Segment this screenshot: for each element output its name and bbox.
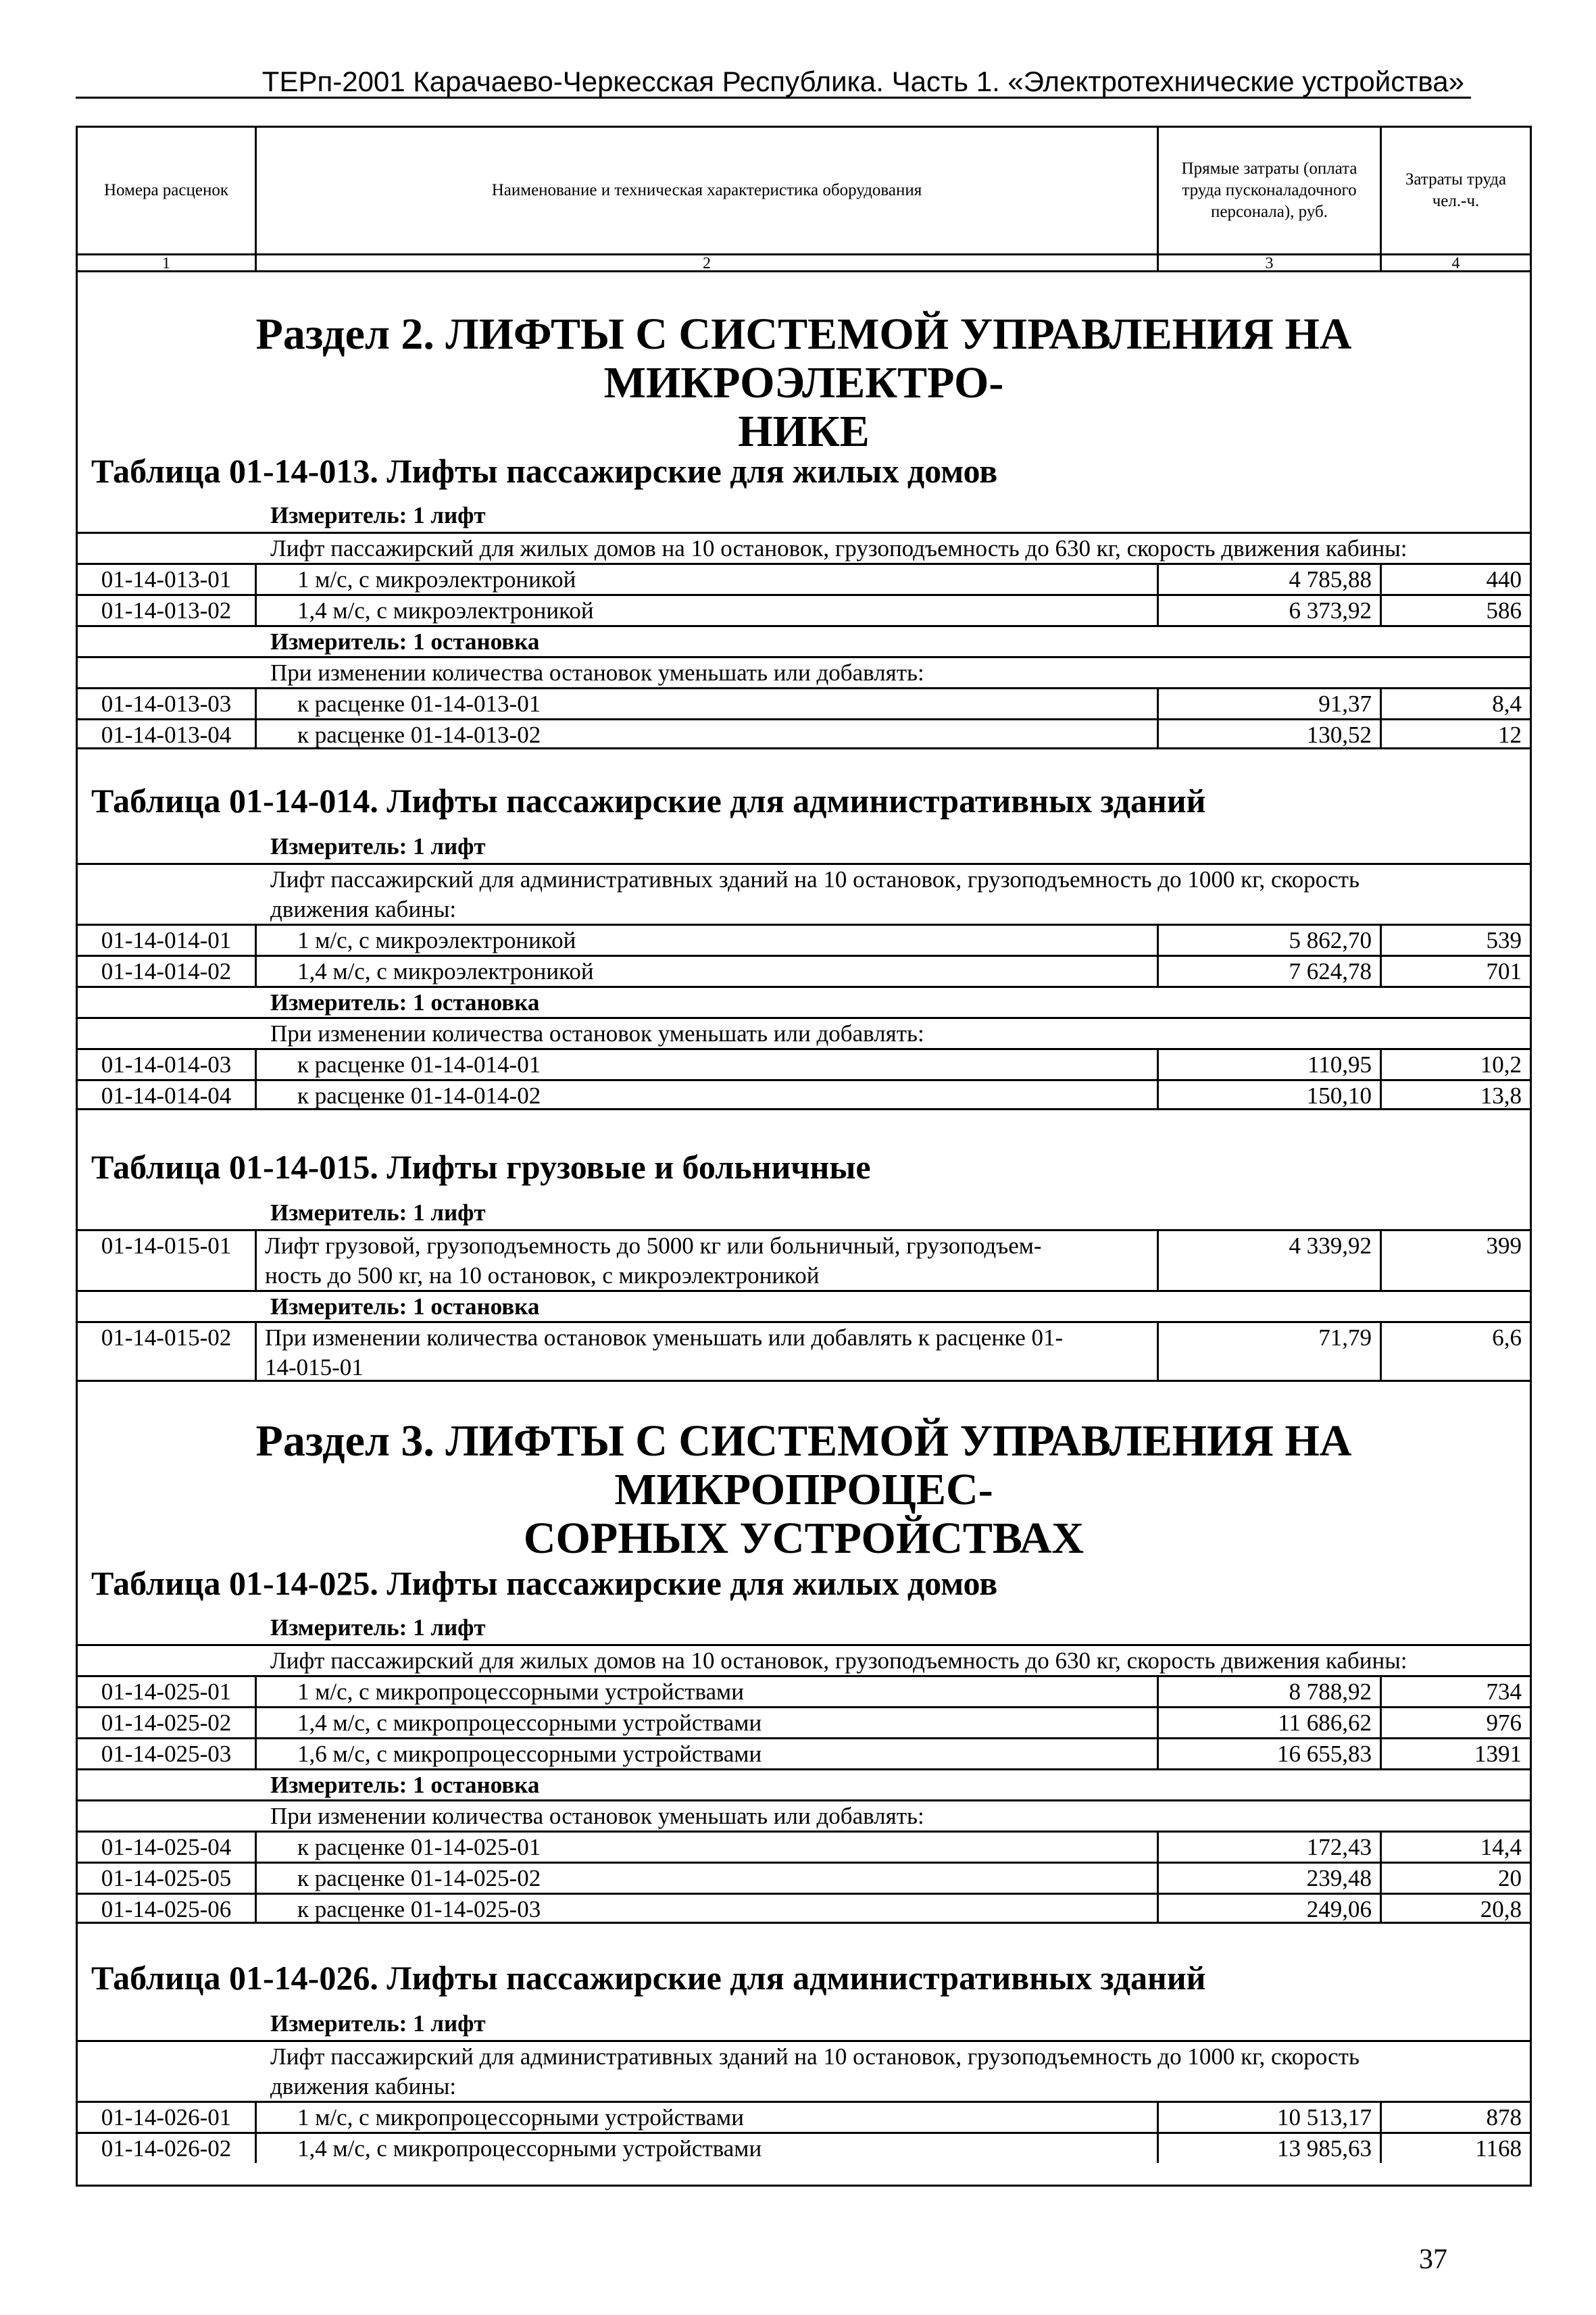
description-text: Лифт пассажирский для жилых домов на 10 остановок, грузоподъемность до 630 кг, скорость движения кабины: — [270, 535, 1407, 562]
rate-cost: 7 624,78 — [1159, 957, 1382, 986]
rate-cost: 4 785,88 — [1159, 565, 1382, 594]
table-025-title: Таблица 01-14-025. Лифты пассажирские для жилых домов — [91, 1564, 998, 1602]
description-text: Лифт пассажирский для жилых домов на 10 остановок, грузоподъемность до 630 кг, скорость движения кабины: — [270, 1647, 1407, 1674]
rate-code: 01-14-025-06 — [78, 1895, 257, 1922]
rate-name — [257, 1231, 1159, 1290]
table-row — [78, 1229, 1530, 1290]
rate-cost: 91,37 — [1159, 689, 1382, 718]
rate-cost: 4 339,92 — [1159, 1231, 1382, 1290]
rate-cost: 16 655,83 — [1159, 1739, 1382, 1768]
price-table — [76, 126, 1532, 2187]
rate-labor: 976 — [1486, 1710, 1522, 1736]
rate-labor: 399 — [1486, 1233, 1522, 1259]
table-row — [78, 924, 1530, 955]
column-header-codes: Номера расценок — [78, 128, 257, 253]
rate-name: 1,4 м/с, с микроэлектроникой — [257, 957, 1159, 986]
rate-labor: 14,4 — [1480, 1834, 1522, 1860]
description-text — [257, 865, 1530, 924]
rate-name: к расценке 01-14-014-02 — [257, 1081, 1159, 1108]
measure-label: Измеритель: 1 лифт — [270, 833, 486, 860]
table-014-title: Таблица 01-14-014. Лифты пассажирские для административных зданий — [91, 782, 1206, 820]
rate-code: 01-14-014-02 — [78, 957, 257, 986]
page-number: 37 — [1419, 2244, 1447, 2275]
table-row — [78, 718, 1530, 749]
measure-row — [78, 1198, 1530, 1229]
section-title-line: СОРНЫХ УСТРОЙСТВАХ — [523, 1514, 1084, 1563]
rate-name-line: При изменении количества остановок уменьшать или добавлять к расценке 01- — [265, 1324, 1064, 1351]
table-row — [78, 1048, 1530, 1079]
column-header-cost: Прямые затраты (оплата труда пусконаладочного персонала), руб. — [1159, 128, 1382, 253]
column-number: 2 — [257, 255, 1159, 270]
measure-label: Измеритель: 1 остановка — [270, 1293, 540, 1320]
rate-cost: 249,06 — [1159, 1895, 1382, 1922]
note-text: При изменении количества остановок уменьшать или добавлять: — [270, 1020, 924, 1047]
measure-row — [78, 625, 1530, 656]
table-row — [78, 563, 1530, 594]
table-row — [78, 1862, 1530, 1893]
measure-row — [78, 1290, 1530, 1321]
rate-cost: 5 862,70 — [1159, 926, 1382, 955]
description-text — [257, 2042, 1530, 2101]
rate-code: 01-14-013-01 — [78, 565, 257, 594]
rate-name: к расценке 01-14-013-01 — [257, 689, 1159, 718]
rate-labor: 6,6 — [1492, 1324, 1522, 1351]
note-text: При изменении количества остановок уменьшать или добавлять: — [270, 1803, 924, 1829]
table-026-title: Таблица 01-14-026. Лифты пассажирские для административных зданий — [91, 1959, 1206, 1997]
measure-row — [78, 832, 1530, 863]
rate-code: 01-14-013-02 — [78, 596, 257, 625]
column-number: 4 — [1451, 255, 1460, 272]
rate-labor: 8,4 — [1492, 691, 1522, 717]
rate-labor: 586 — [1486, 597, 1522, 624]
rate-labor: 20 — [1498, 1865, 1522, 1891]
table-row — [78, 1706, 1530, 1737]
rate-name: 1 м/с, с микропроцессорными устройствами — [257, 2103, 1159, 2132]
note-row — [78, 1017, 1530, 1048]
note-row — [78, 656, 1530, 687]
rate-code: 01-14-013-04 — [78, 720, 257, 747]
measure-label: Измеритель: 1 лифт — [270, 2010, 486, 2037]
rate-name: к расценке 01-14-025-03 — [257, 1895, 1159, 1922]
column-number: 3 — [1159, 255, 1382, 270]
table-row — [78, 1831, 1530, 1862]
measure-row — [78, 1768, 1530, 1799]
column-headers — [78, 128, 1530, 253]
table-row — [78, 1737, 1530, 1768]
rate-code: 01-14-025-03 — [78, 1739, 257, 1768]
rate-labor: 10,2 — [1480, 1051, 1522, 1078]
rate-labor: 734 — [1486, 1678, 1522, 1705]
description-row — [78, 2040, 1530, 2101]
rate-cost: 110,95 — [1159, 1050, 1382, 1079]
rate-name: 1 м/с, с микроэлектроникой — [257, 926, 1159, 955]
rate-name: к расценке 01-14-025-02 — [257, 1864, 1159, 1893]
rate-cost: 172,43 — [1159, 1833, 1382, 1862]
rate-name-line: Лифт грузовой, грузоподъемность до 5000 кг или больничный, грузоподъем- — [265, 1233, 1042, 1259]
measure-row — [78, 1613, 1530, 1644]
table-row — [78, 1893, 1530, 1924]
rate-labor: 539 — [1486, 927, 1522, 953]
table-row — [78, 955, 1530, 986]
rate-name — [257, 1323, 1159, 1380]
rate-labor: 20,8 — [1480, 1896, 1522, 1922]
rate-code: 01-14-026-02 — [78, 2134, 257, 2163]
table-row — [78, 1321, 1530, 1382]
table-row — [78, 2101, 1530, 2132]
description-row — [78, 863, 1530, 924]
rate-name: 1 м/с, с микропроцессорными устройствами — [257, 1677, 1159, 1706]
rate-code: 01-14-014-04 — [78, 1081, 257, 1108]
description-line: движения кабины: — [270, 2073, 457, 2099]
rate-labor: 878 — [1486, 2104, 1522, 2131]
rate-name: к расценке 01-14-013-02 — [257, 720, 1159, 747]
table-015-title: Таблица 01-14-015. Лифты грузовые и больничные — [91, 1148, 871, 1186]
description-row — [78, 1644, 1530, 1675]
rate-name-line: 14-015-01 — [265, 1354, 364, 1380]
table-row — [78, 1079, 1530, 1110]
table-row — [78, 687, 1530, 718]
rate-cost: 13 985,63 — [1159, 2134, 1382, 2163]
rate-cost: 71,79 — [1159, 1323, 1382, 1380]
rate-labor: 1168 — [1475, 2135, 1522, 2162]
rate-code: 01-14-015-02 — [78, 1323, 257, 1380]
rate-labor: 13,8 — [1480, 1082, 1522, 1109]
description-line: Лифт пассажирский для административных зданий на 10 остановок, грузоподъемность до 1000 кг, скорость — [270, 866, 1360, 893]
description-row — [78, 532, 1530, 563]
section-2-title — [78, 310, 1530, 456]
section-3-title — [78, 1417, 1530, 1563]
column-header-name: Наименование и техническая характеристика оборудования — [257, 128, 1159, 253]
measure-label: Измеритель: 1 лифт — [270, 502, 486, 528]
column-header-labor: Затраты труда чел.-ч. — [1405, 170, 1507, 210]
rate-labor: 440 — [1486, 566, 1522, 593]
rate-labor: 12 — [1498, 722, 1522, 748]
rate-name-line: ность до 500 кг, на 10 остановок, с микроэлектроникой — [265, 1262, 820, 1289]
table-row — [78, 594, 1530, 625]
measure-label: Измеритель: 1 остановка — [270, 989, 540, 1016]
rate-name: 1,4 м/с, с микропроцессорными устройствами — [257, 1708, 1159, 1737]
rate-code: 01-14-025-04 — [78, 1833, 257, 1862]
rate-code: 01-14-014-01 — [78, 926, 257, 955]
rate-code: 01-14-025-05 — [78, 1864, 257, 1893]
rate-cost: 10 513,17 — [1159, 2103, 1382, 2132]
rate-cost: 239,48 — [1159, 1864, 1382, 1893]
measure-row — [78, 2009, 1530, 2040]
measure-label: Измеритель: 1 остановка — [270, 628, 540, 655]
running-header: ТЕРп-2001 Карачаево-Черкесская Республика. Часть 1. «Электротехнические устройства» — [76, 65, 1471, 99]
measure-label: Измеритель: 1 лифт — [270, 1199, 486, 1226]
note-text: При изменении количества остановок уменьшать или добавлять: — [270, 659, 924, 686]
rate-labor: 701 — [1486, 958, 1522, 985]
rate-cost: 8 788,92 — [1159, 1677, 1382, 1706]
rate-name: 1,6 м/с, с микропроцессорными устройствами — [257, 1739, 1159, 1768]
section-title-line: Раздел 2. ЛИФТЫ С СИСТЕМОЙ УПРАВЛЕНИЯ НА МИКРОЭЛЕКТРО- — [255, 309, 1352, 407]
rate-code: 01-14-025-02 — [78, 1708, 257, 1737]
rate-name: 1,4 м/с, с микроэлектроникой — [257, 596, 1159, 625]
section-title-line: НИКЕ — [738, 407, 870, 456]
rate-name: 1,4 м/с, с микропроцессорными устройствами — [257, 2134, 1159, 2163]
rate-code: 01-14-015-01 — [78, 1231, 257, 1290]
measure-row — [78, 501, 1530, 532]
rate-cost: 130,52 — [1159, 720, 1382, 747]
rate-labor: 1391 — [1474, 1741, 1522, 1767]
rate-code: 01-14-014-03 — [78, 1050, 257, 1079]
rate-cost: 11 686,62 — [1159, 1708, 1382, 1737]
measure-row — [78, 986, 1530, 1017]
description-line: Лифт пассажирский для административных зданий на 10 остановок, грузоподъемность до 1000 кг, скорость — [270, 2043, 1360, 2070]
measure-label: Измеритель: 1 лифт — [270, 1614, 486, 1641]
note-row — [78, 1799, 1530, 1831]
description-line: движения кабины: — [270, 896, 457, 922]
rate-cost: 6 373,92 — [1159, 596, 1382, 625]
table-013-title: Таблица 01-14-013. Лифты пассажирские для жилых домов — [91, 452, 998, 490]
section-title-line: Раздел 3. ЛИФТЫ С СИСТЕМОЙ УПРАВЛЕНИЯ НА МИКРОПРОЦЕС- — [255, 1416, 1352, 1514]
column-number: 1 — [78, 255, 257, 270]
rate-code: 01-14-025-01 — [78, 1677, 257, 1706]
rate-code: 01-14-013-03 — [78, 689, 257, 718]
measure-label: Измеритель: 1 остановка — [270, 1772, 540, 1798]
table-row — [78, 2132, 1530, 2163]
rate-name: 1 м/с, с микроэлектроникой — [257, 565, 1159, 594]
rate-code: 01-14-026-01 — [78, 2103, 257, 2132]
column-numbers — [78, 253, 1530, 272]
table-row — [78, 1675, 1530, 1706]
rate-name: к расценке 01-14-014-01 — [257, 1050, 1159, 1079]
rate-cost: 150,10 — [1159, 1081, 1382, 1108]
rate-name: к расценке 01-14-025-01 — [257, 1833, 1159, 1862]
